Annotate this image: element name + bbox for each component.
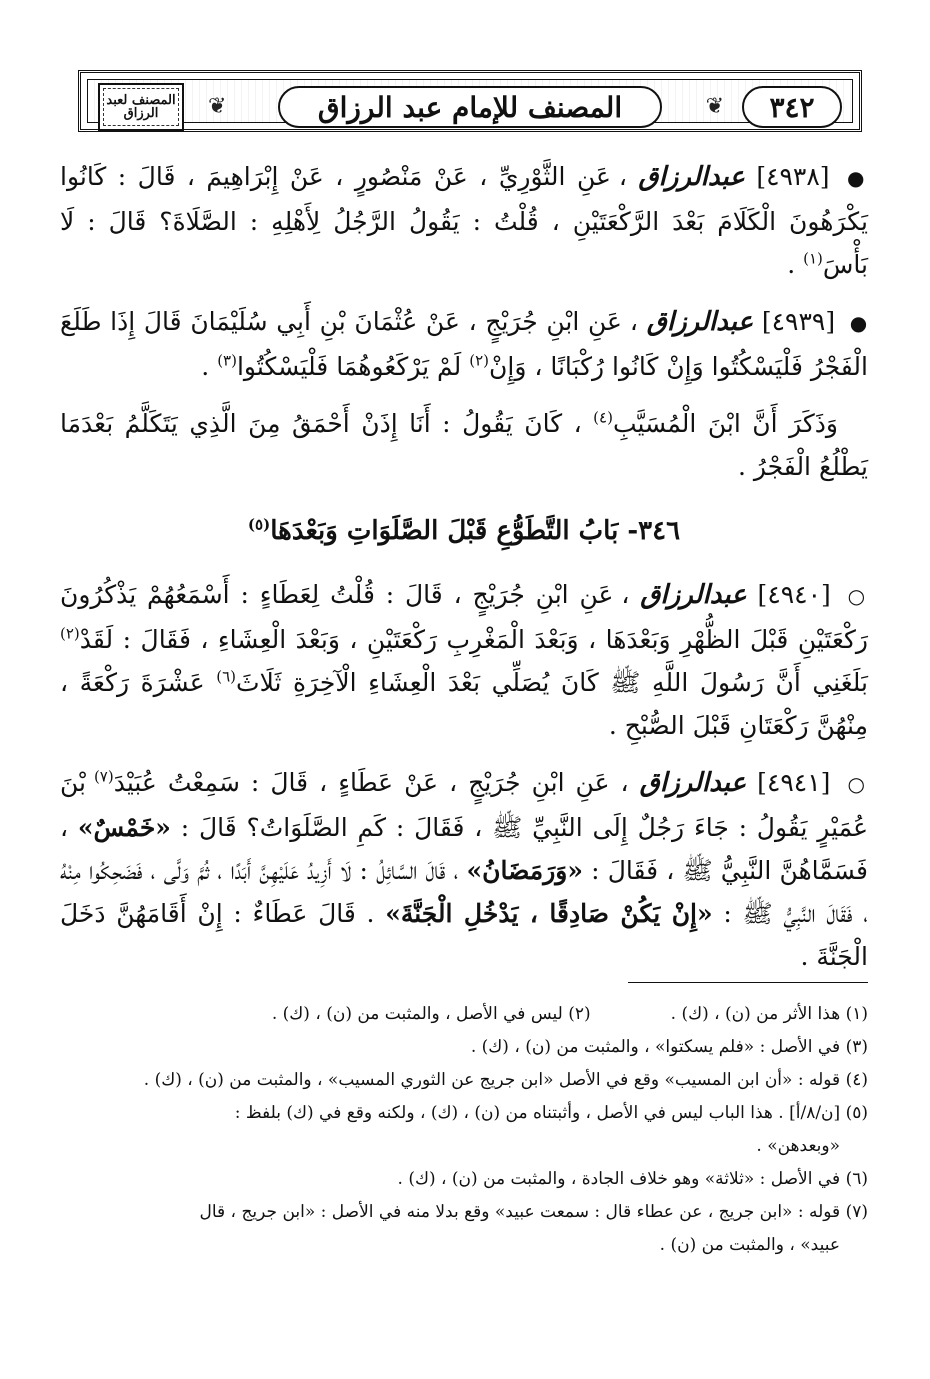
hadith-text-tail: . bbox=[201, 352, 218, 381]
hadith-text: بْنَ عُمَيْرٍ يَقُولُ : جَاءَ رَجُلٌ إِلَى النَّبِيِّ ﷺ ، فَقَالَ : كَمِ الصَّلَوَاتُ؟ قَالَ : bbox=[60, 768, 869, 842]
hadith-text: ، عَنِ ابْنِ جُرَيْجٍ ، قَالَ : قُلْتُ لِعَطَاءٍ : أَسْمَعُهُمْ يَذْكُرُونَ رَكْعَتَيْنِ قَبْلَ الظُّهْرِ وَبَعْدَهَا ، وَبَعْدَ الْمَغْرِبِ رَكْعَتَيْنِ ، وَبَعْدَ الْعِشَاءِ ، فَقَالَ : لَقَدْ bbox=[60, 580, 868, 654]
hadith-entry bbox=[60, 155, 868, 286]
page-header bbox=[78, 70, 862, 132]
footnote-row bbox=[60, 998, 868, 1031]
bullet-marker: ○ bbox=[847, 772, 869, 796]
bullet-marker: ○ bbox=[847, 584, 868, 608]
paragraph-text: وَذَكَرَ أَنَّ ابْنَ الْمُسَيَّبِ bbox=[612, 409, 838, 438]
prophetic-quote: «وَرَمَضَانُ» bbox=[466, 856, 583, 885]
hadith-text: ، عَنِ الثَّوْرِيِّ ، عَنْ مَنْصُورٍ ، عَنْ إِبْرَاهِيمَ ، قَالَ : كَانُوا يَكْرَهُونَ الْكَلَامَ بَعْدَ الرَّكْعَتَيْنِ ، قُلْتُ : يَقُولُ الرَّجُلُ لِأَهْلِهِ : الصَّلَاةَ؟ قَالَ : لَا بَأْسَ bbox=[60, 162, 868, 279]
hadith-entry bbox=[60, 300, 868, 388]
narrator-name: عبدالرزاق bbox=[640, 580, 747, 610]
book-title: المصنف للإمام عبد الرزاق bbox=[278, 86, 662, 128]
hadith-text: ، عَنِ ابْنِ جُرَيْجٍ ، عَنْ عُثْمَانَ بْنِ أَبِي سُلَيْمَانَ قَالَ إِذَا طَلَعَ الْفَجْرُ فَلْيَسْكُتُوا وَإِنْ كَانُوا رُكْبَانًا ، وَإِنْ bbox=[60, 307, 868, 381]
footnote-ref: (٥) bbox=[247, 515, 271, 534]
hadith-text: لَمْ يَرْكَعُوهُمَا فَلْيَسْكُتُوا bbox=[236, 352, 470, 381]
footnote-ref: (٣) bbox=[217, 351, 237, 370]
footnote: (٧) قوله : «ابن جريج ، عن عطاء قال : سمعت عبيد» وقع بدلا منه في الأصل : «ابن جريج ، قال bbox=[199, 1202, 868, 1222]
footnote: (٦) في الأصل : «ثلاثة» وهو خلاف الجادة ، والمثبت من (ن) ، (ك) . bbox=[397, 1169, 868, 1189]
footnote-continuation: عبيد» ، والمثبت من (ن) . bbox=[659, 1235, 840, 1255]
footnote-ref: (١) bbox=[803, 249, 823, 268]
footnote-ref: (٢) bbox=[60, 624, 80, 643]
bullet-marker: ● bbox=[849, 311, 868, 335]
hadith-text: ، فَسَمَّاهُنَّ النَّبِيُّ ﷺ ، فَقَالَ : bbox=[60, 813, 868, 885]
footnote-divider bbox=[628, 982, 868, 983]
flourish-icon: ❦ bbox=[705, 94, 724, 119]
chapter-heading bbox=[60, 510, 868, 553]
hadith-entry bbox=[60, 573, 868, 747]
main-text bbox=[60, 155, 868, 992]
footnote: (٢) ليس في الأصل ، والمثبت من (ن) ، (ك) . bbox=[271, 1004, 591, 1024]
hadith-text: عَشْرَةَ رَكْعَةً ، مِنْهُنَّ رَكْعَتَانِ قَبْلَ الصُّبْحِ . bbox=[60, 668, 868, 740]
hadith-text: بَلَغَنِي أَنَّ رَسُولَ اللَّهِ ﷺ كَانَ يُصَلِّي بَعْدَ الْعِشَاءِ الْآخِرَةِ ثَلَاثَ bbox=[236, 668, 868, 697]
hadith-entry bbox=[60, 761, 868, 978]
chapter-title: ٣٤٦- بَابُ التَّطَوُّعِ قَبْلَ الصَّلَوَاتِ وَبَعْدَهَا bbox=[270, 516, 681, 546]
bullet-marker: ● bbox=[847, 166, 868, 190]
hadith-number: [٤٩٤١] bbox=[757, 768, 831, 797]
prophetic-quote: «إِنْ يَكُنْ صَادِقًا ، يَدْخُلِ الْجَنَّةَ» bbox=[385, 899, 713, 928]
hadith-text: ، قَالَ السَّائِلُ : لَا أَزِيدُ عَلَيْهِنَّ أَبَدًا ، ثُمَّ وَلَّى ، فَضَحِكُوا مِنْهُ ، فَقَالَ النَّبِيُّ ﷺ : bbox=[60, 856, 868, 928]
flourish-icon: ❦ bbox=[208, 94, 227, 119]
footnote: (٤) قوله : «أن ابن المسيب» وقع في الأصل «ابن جريج عن الثوري المسيب» ، والمثبت من (ن) ، (ك) . bbox=[143, 1070, 868, 1090]
footnote-ref: (٢) bbox=[469, 351, 490, 370]
narrator-name: عبدالرزاق bbox=[638, 162, 745, 192]
header-frame bbox=[87, 79, 853, 123]
footnote-continuation: «وبعدهن» . bbox=[756, 1136, 840, 1156]
hadith-number: [٤٩٣٨] bbox=[756, 162, 830, 191]
page-number: ٣٤٢ bbox=[742, 86, 842, 128]
hadith-number: [٤٩٣٩] bbox=[761, 307, 836, 336]
footnote-ref: (٧) bbox=[93, 767, 114, 786]
narrator-name: عبدالرزاق bbox=[639, 768, 747, 798]
paragraph-text: ، كَانَ يَقُولُ : أَنَا إِذَنْ أَحْمَقُ مِنَ الَّذِي يَتَكَلَّمُ بَعْدَمَا يَطْلُعُ الْفَجْرُ . bbox=[60, 409, 868, 481]
hadith-text: . قَالَ عَطَاءٌ : إِنْ أَقَامَهُنَّ دَخَلَ الْجَنَّةَ . bbox=[60, 899, 868, 971]
prophetic-quote: «خَمْسٌ» bbox=[77, 813, 171, 842]
hadith-text-tail: . bbox=[787, 250, 804, 279]
footnote: (٣) في الأصل : «فلم يسكتوا» ، والمثبت من (ن) ، (ك) . bbox=[470, 1037, 868, 1057]
ornament-seal: المصنف لعبد الرزاق bbox=[98, 83, 184, 131]
footnote-ref: (٦) bbox=[216, 667, 237, 686]
footnote: (٥) [ن/٨/أ] . هذا الباب ليس في الأصل ، وأثبتناه من (ن) ، (ك) ، ولكنه وقع في (ك) بلفظ : bbox=[234, 1103, 868, 1123]
footnote-ref: (٤) bbox=[593, 408, 613, 427]
narration-paragraph bbox=[60, 402, 868, 488]
footnotes bbox=[60, 998, 868, 1262]
hadith-text: ، عَنِ ابْنِ جُرَيْجٍ ، عَنْ عَطَاءٍ ، قَالَ : سَمِعْتُ عُبَيْدَ bbox=[113, 768, 629, 797]
footnote: (١) هذا الأثر من (ن) ، (ك) . bbox=[670, 1004, 868, 1024]
hadith-number: [٤٩٤٠] bbox=[757, 580, 831, 609]
narrator-name: عبدالرزاق bbox=[646, 307, 754, 337]
